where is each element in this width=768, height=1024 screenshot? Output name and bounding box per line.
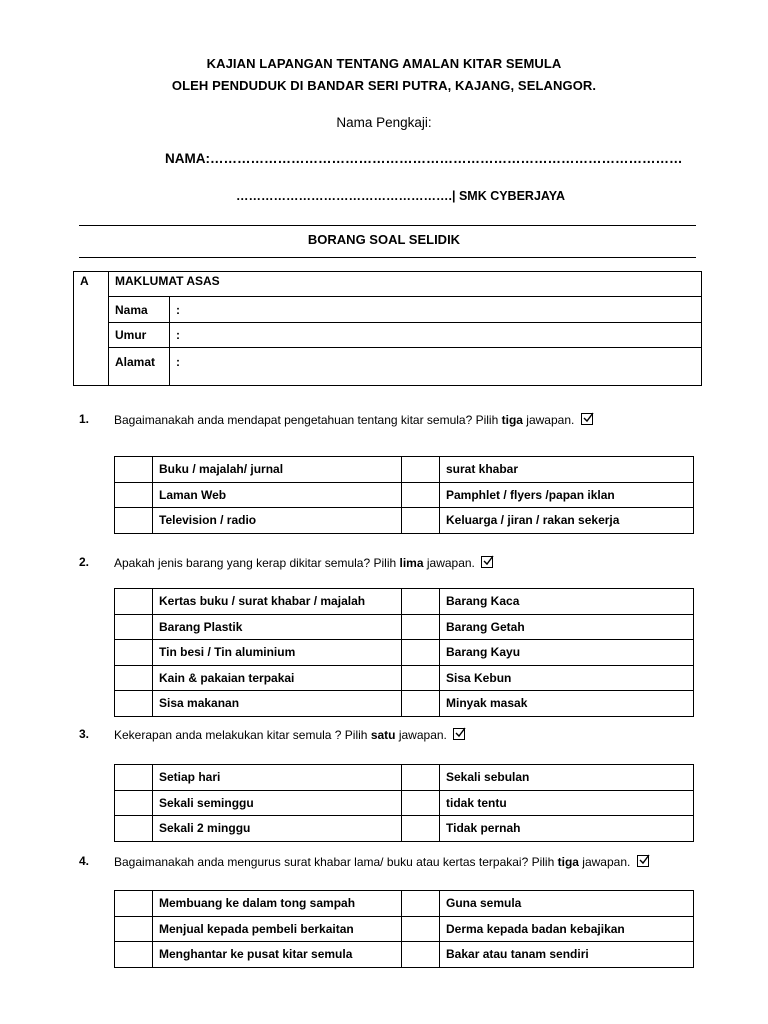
field-label-nama: Nama xyxy=(109,297,170,323)
divider-top xyxy=(79,225,696,226)
question-3-text xyxy=(114,727,465,742)
option-label: Tin besi / Tin aluminium xyxy=(153,640,402,666)
option-checkbox[interactable] xyxy=(115,891,153,917)
option-checkbox[interactable] xyxy=(115,508,153,534)
nama-pengkaji-label: Nama Pengkaji: xyxy=(336,115,432,130)
question-3-text-before: Kekerapan anda melakukan kitar semula ? Pilih xyxy=(114,728,371,742)
question-4-text-after: jawapan. xyxy=(578,855,631,869)
field-value-umur[interactable]: : xyxy=(170,323,702,348)
option-label: Laman Web xyxy=(153,482,402,508)
checkbox-icon xyxy=(453,728,465,740)
option-label: Derma kepada badan kebajikan xyxy=(440,916,694,942)
option-checkbox[interactable] xyxy=(115,614,153,640)
option-row xyxy=(115,765,694,791)
option-label: Membuang ke dalam tong sampah xyxy=(153,891,402,917)
option-checkbox[interactable] xyxy=(402,614,440,640)
option-checkbox[interactable] xyxy=(115,790,153,816)
question-2-text xyxy=(114,555,493,570)
option-checkbox[interactable] xyxy=(402,457,440,483)
field-label-alamat: Alamat xyxy=(109,348,170,386)
option-label: Barang Plastik xyxy=(153,614,402,640)
field-label-umur: Umur xyxy=(109,323,170,348)
option-label: Barang Kaca xyxy=(440,589,694,615)
option-label: Kain & pakaian terpakai xyxy=(153,665,402,691)
section-a-heading: MAKLUMAT ASAS xyxy=(109,272,702,297)
option-checkbox[interactable] xyxy=(402,508,440,534)
option-label: Setiap hari xyxy=(153,765,402,791)
checkbox-icon xyxy=(637,855,649,867)
option-checkbox[interactable] xyxy=(115,665,153,691)
section-a-table xyxy=(73,271,702,386)
option-checkbox[interactable] xyxy=(402,816,440,842)
question-1-text-before: Bagaimanakah anda mendapat pengetahuan tentang kitar semula? Pilih xyxy=(114,413,502,427)
option-label: Sekali seminggu xyxy=(153,790,402,816)
question-1-number: 1. xyxy=(79,412,90,426)
option-row xyxy=(115,665,694,691)
divider-bottom xyxy=(79,257,696,258)
option-checkbox[interactable] xyxy=(402,916,440,942)
field-value-alamat[interactable]: : xyxy=(170,348,702,386)
question-2-text-after: jawapan. xyxy=(423,556,475,570)
option-row xyxy=(115,640,694,666)
question-4-text xyxy=(114,854,649,869)
question-2-number: 2. xyxy=(79,555,90,569)
section-a-row-umur xyxy=(74,323,702,348)
question-2-text-before: Apakah jenis barang yang kerap dikitar semula? Pilih xyxy=(114,556,400,570)
question-1-options xyxy=(114,456,694,534)
option-checkbox[interactable] xyxy=(402,891,440,917)
document-title-line-1: KAJIAN LAPANGAN TENTANG AMALAN KITAR SEMULA xyxy=(206,56,562,71)
option-label: Barang Getah xyxy=(440,614,694,640)
option-label: Pamphlet / flyers /papan iklan xyxy=(440,482,694,508)
option-checkbox[interactable] xyxy=(402,482,440,508)
question-4-options xyxy=(114,890,694,968)
option-row xyxy=(115,816,694,842)
option-row xyxy=(115,614,694,640)
question-2-emphasis: lima xyxy=(399,556,424,570)
section-a-heading-row xyxy=(74,272,702,297)
question-1-text-after: jawapan. xyxy=(522,413,575,427)
option-row xyxy=(115,891,694,917)
nama-fill-line: NAMA:…………………………………………………………………………………………… xyxy=(165,151,683,166)
question-4-text-before: Bagaimanakah anda mengurus surat khabar lama/ buku atau kertas terpakai? Pilih xyxy=(114,855,558,869)
option-row xyxy=(115,916,694,942)
option-label: Minyak masak xyxy=(440,691,694,717)
option-checkbox[interactable] xyxy=(402,665,440,691)
question-1-text xyxy=(114,412,593,427)
option-label: Sekali sebulan xyxy=(440,765,694,791)
option-label: Tidak pernah xyxy=(440,816,694,842)
option-checkbox[interactable] xyxy=(115,482,153,508)
checkbox-icon xyxy=(481,556,493,568)
option-checkbox[interactable] xyxy=(115,765,153,791)
option-label: Sisa makanan xyxy=(153,691,402,717)
option-row xyxy=(115,457,694,483)
option-label: Kertas buku / surat khabar / majalah xyxy=(153,589,402,615)
option-label: Buku / majalah/ jurnal xyxy=(153,457,402,483)
option-label: Television / radio xyxy=(153,508,402,534)
section-a-letter: A xyxy=(74,272,109,386)
question-4-emphasis: tiga xyxy=(557,855,579,869)
option-checkbox[interactable] xyxy=(115,640,153,666)
field-value-nama[interactable]: : xyxy=(170,297,702,323)
section-a-row-alamat xyxy=(74,348,702,386)
question-3-emphasis: satu xyxy=(370,728,396,742)
document-title-line-2: OLEH PENDUDUK DI BANDAR SERI PUTRA, KAJANG, SELANGOR. xyxy=(171,78,597,93)
option-checkbox[interactable] xyxy=(115,691,153,717)
option-checkbox[interactable] xyxy=(402,942,440,968)
option-label: Barang Kayu xyxy=(440,640,694,666)
question-1-emphasis: tiga xyxy=(501,413,523,427)
question-2-options xyxy=(114,588,694,717)
option-label: Bakar atau tanam sendiri xyxy=(440,942,694,968)
option-checkbox[interactable] xyxy=(402,640,440,666)
option-label: Guna semula xyxy=(440,891,694,917)
option-checkbox[interactable] xyxy=(115,457,153,483)
question-3-number: 3. xyxy=(79,727,90,741)
option-label: Sekali 2 minggu xyxy=(153,816,402,842)
form-title: BORANG SOAL SELIDIK xyxy=(307,232,461,247)
option-row xyxy=(115,790,694,816)
question-4-number: 4. xyxy=(79,854,90,868)
option-label: tidak tentu xyxy=(440,790,694,816)
option-row xyxy=(115,589,694,615)
option-checkbox[interactable] xyxy=(402,790,440,816)
option-label: Menjual kepada pembeli berkaitan xyxy=(153,916,402,942)
option-checkbox[interactable] xyxy=(115,589,153,615)
option-row xyxy=(115,942,694,968)
option-checkbox[interactable] xyxy=(402,589,440,615)
question-3-text-after: jawapan. xyxy=(395,728,447,742)
checkbox-icon xyxy=(581,413,593,425)
section-a-row-nama xyxy=(74,297,702,323)
option-row xyxy=(115,508,694,534)
option-row xyxy=(115,691,694,717)
option-label: Keluarga / jiran / rakan sekerja xyxy=(440,508,694,534)
option-row xyxy=(115,482,694,508)
school-line: …………………………………………….| SMK CYBERJAYA xyxy=(236,189,565,203)
option-label: Menghantar ke pusat kitar semula xyxy=(153,942,402,968)
option-checkbox[interactable] xyxy=(115,816,153,842)
question-3-options xyxy=(114,764,694,842)
option-checkbox[interactable] xyxy=(402,691,440,717)
option-checkbox[interactable] xyxy=(115,942,153,968)
option-label: Sisa Kebun xyxy=(440,665,694,691)
option-checkbox[interactable] xyxy=(115,916,153,942)
option-checkbox[interactable] xyxy=(402,765,440,791)
option-label: surat khabar xyxy=(440,457,694,483)
